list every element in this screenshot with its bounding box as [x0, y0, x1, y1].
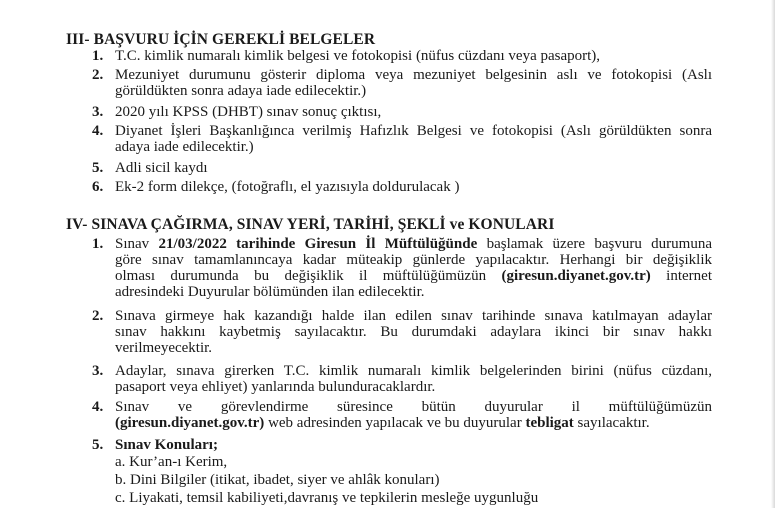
exam-date-place: 21/03/2022 tarihinde Giresun İl Müftülüğünde	[158, 236, 478, 252]
text-run: başlamak üzere başvuru durumuna	[477, 236, 712, 252]
text-run: olması durumunda bu değişiklik il müftülüğümüzün	[115, 268, 502, 284]
item-number: 2.	[92, 67, 104, 83]
item-text	[115, 268, 712, 284]
sub-item: b. Dini Bilgiler (itikat, ibadet, siyer ve ahlâk konuları)	[115, 472, 440, 488]
item-text	[115, 236, 712, 252]
item-text: 2020 yılı KPSS (DHBT) sınav sonuç çıktısı,	[115, 104, 382, 120]
text-run: Sınav	[115, 236, 159, 252]
website-link: (giresun.diyanet.gov.tr)	[501, 268, 651, 284]
item-number: 4.	[92, 123, 104, 139]
item-text: Sınav ve görevlendirme süresince bütün duyurular il müftülüğümüzün	[115, 399, 712, 415]
item-number: 6.	[92, 179, 104, 195]
item-text: Diyanet İşleri Başkanlığınca verilmiş Hafızlık Belgesi ve fotokopisi (Aslı görüldükten sonra	[115, 123, 712, 139]
item-text	[115, 415, 712, 431]
item-number: 3.	[92, 363, 104, 379]
text-run: sayılacaktır.	[573, 415, 650, 431]
item-text: T.C. kimlik numaralı kimlik belgesi ve fotokopisi (nüfus cüzdanı veya pasaport),	[115, 48, 601, 64]
item-text: verilmeyecektir.	[115, 340, 213, 356]
item-text: görüldükten sonra adaya iade edilecektir.)	[115, 83, 367, 99]
tebligat-word: tebligat	[525, 415, 574, 431]
item-number: 3.	[92, 104, 104, 120]
item-number: 2.	[92, 308, 104, 324]
item-number: 4.	[92, 399, 104, 415]
item-number: 1.	[92, 48, 104, 64]
item-text: sınav hakkını kaybetmiş sayılacaktır. Bu durumdaki adaylara ikinci bir sınav hakkı	[115, 324, 712, 340]
item-text: Adli sicil kaydı	[115, 160, 208, 176]
text-run: internet	[650, 268, 712, 284]
section3-heading: III- BAŞVURU İÇİN GEREKLİ BELGELER	[66, 31, 376, 48]
item-text: pasaport veya ehliyet) yanlarında bulunduracaklardır.	[115, 379, 436, 395]
item-number: 5.	[92, 437, 104, 453]
section4-heading: IV- SINAVA ÇAĞIRMA, SINAV YERİ, TARİHİ, ŞEKLİ ve KONULARI	[66, 216, 555, 233]
sub-item: c. Liyakati, temsil kabiliyeti,davranış ve tepkilerin mesleğe uygunluğu	[115, 490, 539, 506]
item-number: 1.	[92, 236, 104, 252]
item-text: adresindeki Duyurular bölümünden ilan edilecektir.	[115, 284, 425, 300]
exam-topics-label: Sınav Konuları;	[115, 437, 218, 453]
website-link: (giresun.diyanet.gov.tr)	[115, 415, 265, 431]
sub-item: a. Kur’an-ı Kerim,	[115, 454, 228, 470]
item-text: Mezuniyet durumunu gösterir diploma veya mezuniyet belgesinin aslı ve fotokopisi (Aslı	[115, 67, 712, 83]
text-run: web adresinden yapılacak ve bu duyurular	[264, 415, 526, 431]
item-text: Ek-2 form dilekçe, (fotoğraflı, el yazısıyla doldurulacak )	[115, 179, 460, 195]
item-number: 5.	[92, 160, 104, 176]
item-text: adaya iade edilecektir.)	[115, 139, 254, 155]
item-text: Sınava girmeye hak kazandığı halde ilan edilen sınav tarihinde sınava katılmayan adaylar	[115, 308, 712, 324]
item-text: Adaylar, sınava girerken T.C. kimlik numaralı kimlik belgelerinden birini (nüfus cüzdanı,	[115, 363, 712, 379]
item-text: göre sınav tamamlanıncaya kadar müteakip günlerde yapılacaktır. Herhangi bir değişiklik	[115, 252, 712, 268]
scan-edge-shadow	[771, 0, 775, 508]
